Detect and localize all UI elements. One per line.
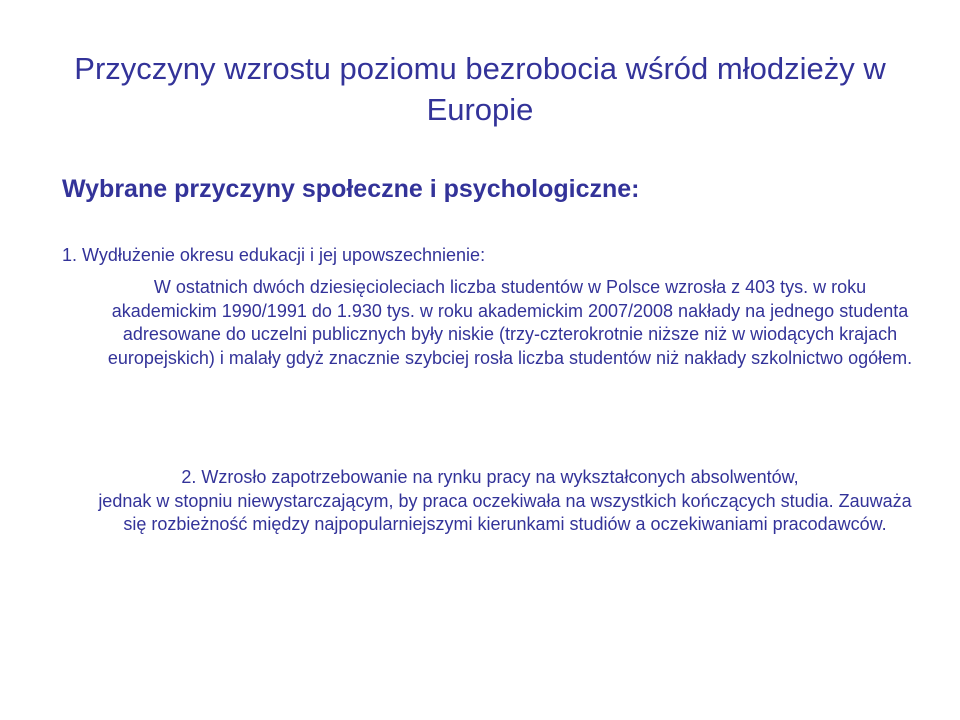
point-2-body: jednak w stopniu niewystarczającym, by praca oczekiwała na wszystkich kończących studia. Zauważa się rozbieżność między najpopularniejszymi kierunkami studiów a oczekiwaniami pracodawców.	[98, 490, 912, 535]
slide-subtitle: Wybrane przyczyny społeczne i psychologiczne:	[62, 175, 640, 203]
point-1-heading: 1. Wydłużenie okresu edukacji i jej upowszechnienie:	[62, 245, 486, 265]
point-1-body: W ostatnich dwóch dziesięcioleciach liczba studentów w Polsce wzrosła z 403 tys. w roku akademickim 1990/1991 do 1.930 tys. w roku akademickim 2007/2008 nakłady na jednego studenta adresowane do uczelni publicznych były niskie (trzy-czterokrotnie niższe niż w wiodących krajach europejskich) i malały gdyż znacznie szybciej rosła liczba studentów niż nakłady szkolnictwo ogółem.	[107, 277, 913, 368]
point-2	[60, 466, 920, 537]
slide-title: Przyczyny wzrostu poziomu bezrobocia wśród młodzieży w Europie	[74, 51, 886, 127]
point-2-first-line: 2. Wzrosło zapotrzebowanie na rynku pracy na wykształconych absolwentów,	[181, 467, 799, 487]
